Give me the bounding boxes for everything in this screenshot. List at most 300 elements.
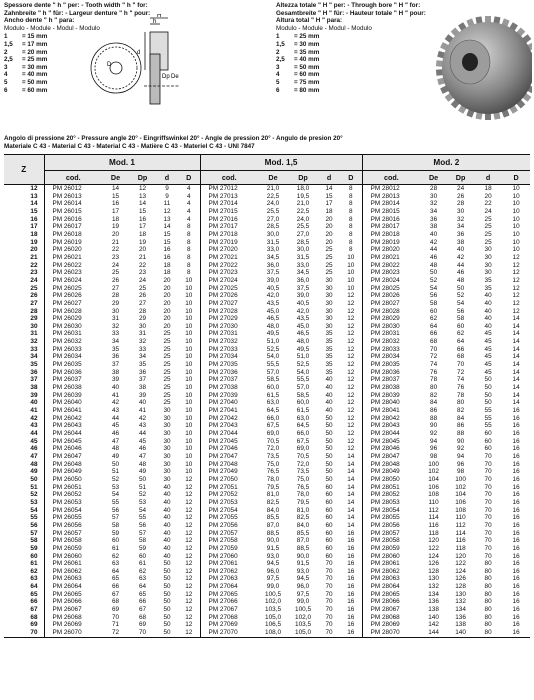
cell-mod-1-d-bore: 50 [163,590,171,598]
cell-mod-2-de: 96 [430,445,438,453]
cell-mod-1-d-bore: 40 [163,537,171,545]
cell-mod-1-dp: 25 [138,284,147,292]
cell-mod-1-5-dp: 73,5 [296,468,310,476]
cell-z: 47 [30,452,38,460]
cell-mod-1-5-d-hub: 8 [349,246,353,254]
cell-mod-1-d-hub: 12 [185,598,193,606]
cell-mod-1-5-d-bore: 25 [325,269,333,277]
cell-mod-2-d-bore: 70 [484,506,492,514]
cell-mod-2-d-hub: 16 [512,506,520,514]
cell-mod-1-5-code: PM 27059 [200,545,258,553]
cell-mod-1-5-d-bore: 35 [325,330,333,338]
cell-mod-1-5-d-bore: 70 [325,583,333,591]
cell-mod-1-d-bore: 13 [163,215,171,223]
cell-mod-1-de: 23 [111,253,120,261]
module-value: 5 [276,78,280,86]
module-label: Modulo - Module - Modul - Modulo [4,24,100,32]
table-row [4,361,530,369]
table-row [4,553,530,561]
cell-mod-1-5-d-hub: 8 [349,223,353,231]
cell-mod-1-5-code: PM 27019 [200,239,258,247]
cell-mod-1-5-dp: 84,0 [296,521,310,529]
cell-mod-1-5-d-bore: 50 [325,430,333,437]
cell-mod-1-5-d-hub: 14 [347,452,355,460]
cell-mod-2-de: 44 [430,246,438,254]
cell-mod-2-d-hub: 12 [512,299,520,307]
cell-mod-1-dp: 57 [138,529,147,537]
cell-mod-1-code: PM 26045 [44,438,102,446]
cell-mod-2-d-bore: 45 [484,345,492,353]
cell-mod-2-code: PM 28046 [362,445,420,453]
cell-mod-1-d-bore: 25 [163,345,171,353]
table-row [4,285,530,293]
cell-mod-2-de: 106 [428,483,439,491]
cell-mod-1-5-code: PM 27061 [200,560,258,568]
cell-mod-1-5-code: PM 27015 [200,208,258,216]
cell-mod-2-de: 142 [428,621,439,629]
table-row [4,522,530,530]
table-row [4,399,530,407]
cell-mod-1-d-hub: 10 [185,468,193,476]
cell-mod-1-5-dp: 70,5 [296,452,310,460]
cell-mod-1-5-d-hub: 14 [347,460,355,468]
cell-mod-2-d-hub: 16 [512,514,520,522]
cell-mod-2-d-bore: 70 [484,529,492,537]
gear-table [4,154,530,638]
cell-z: 60 [30,552,38,560]
col-header-cod: cod. [200,171,258,185]
cell-mod-1-de: 45 [111,422,120,430]
cell-mod-1-code: PM 26034 [44,353,102,361]
cell-mod-1-d-hub: 10 [185,368,193,376]
cell-mod-1-5-code: PM 27056 [200,522,258,530]
cell-mod-2-de: 58 [430,299,438,307]
cell-mod-2-de: 52 [430,276,438,284]
cell-mod-1-5-d-bore: 35 [325,368,333,376]
cell-mod-1-code: PM 26017 [44,223,102,231]
table-row [4,598,530,606]
cell-mod-2-de: 28 [430,185,438,192]
cell-z: 22 [30,261,38,269]
module-value: 2 [276,48,280,56]
cell-mod-1-dp: 64 [138,583,147,591]
cell-mod-1-code: PM 26021 [44,254,102,262]
cell-mod-1-5-d-hub: 16 [347,544,355,552]
cell-mod-1-5-code: PM 27052 [200,491,258,499]
cell-mod-1-de: 30 [111,307,120,315]
cell-mod-2-dp: 124 [455,567,466,575]
cell-mod-1-5-d-hub: 16 [347,567,355,575]
cell-mod-1-de: 53 [111,483,120,491]
cell-mod-2-code: PM 28030 [362,323,420,331]
table-row [4,323,530,331]
cell-mod-2-dp: 90 [457,437,465,445]
cell-mod-2-de: 82 [430,391,438,399]
cell-mod-1-5-dp: 24,0 [296,215,310,223]
cell-mod-1-5-de: 82,5 [266,498,280,506]
col-header-dp: Dp [447,171,474,185]
cell-mod-2-code: PM 28015 [362,208,420,216]
cell-mod-2-code: PM 28035 [362,361,420,369]
cell-mod-1-5-dp: 45,0 [296,322,310,330]
cell-mod-2-d-hub: 10 [512,246,520,254]
cell-mod-1-code: PM 26065 [44,591,102,599]
cell-mod-1-dp: 36 [138,368,147,376]
cell-mod-2-d-hub: 16 [512,483,520,491]
cell-mod-1-dp: 56 [138,521,147,529]
cell-z: 45 [30,437,38,445]
cell-mod-1-5-d-bore: 70 [325,606,333,614]
cell-mod-1-5-code: PM 27054 [200,507,258,515]
cell-z: 41 [30,407,38,415]
cell-mod-1-dp: 47 [138,452,147,460]
cell-mod-1-5-d-hub: 12 [347,376,355,384]
cell-mod-1-5-de: 22,5 [266,192,280,200]
width-value: = 15 mm [22,33,48,41]
cell-z: 56 [30,521,38,529]
cell-mod-2-code: PM 28012 [362,185,420,193]
cell-mod-2-code: PM 28025 [362,285,420,293]
cell-mod-2-de: 118 [428,529,439,537]
cell-mod-1-dp: 13 [138,192,147,200]
cell-mod-1-dp: 50 [138,475,147,483]
cell-mod-2-de: 38 [430,223,438,231]
cell-mod-1-5-d-bore: 70 [325,590,333,598]
cell-mod-2-d-bore: 45 [484,338,492,346]
cell-mod-1-5-d-bore: 60 [325,544,333,552]
cell-mod-1-5-de: 54,0 [266,353,280,361]
cell-mod-1-5-de: 85,5 [266,514,280,522]
cell-mod-2-dp: 120 [455,552,466,560]
cell-mod-2-d-hub: 10 [512,238,520,246]
cell-mod-1-d-hub: 10 [185,407,193,415]
cell-z: 19 [30,238,38,246]
cell-mod-1-5-de: 75,0 [266,460,280,468]
cell-mod-2-de: 114 [428,514,439,522]
cell-mod-2-de: 86 [430,407,438,415]
cell-z: 18 [30,230,38,238]
cell-mod-2-code: PM 28027 [362,300,420,308]
gear-bore [462,53,478,71]
cell-mod-1-5-de: 33,0 [266,246,280,254]
cell-mod-1-5-dp: 43,5 [296,315,310,323]
cell-mod-1-5-d-hub: 14 [347,483,355,491]
cell-mod-1-5-d-hub: 14 [347,506,355,514]
cell-mod-1-5-de: 67,5 [266,422,280,430]
cell-mod-1-5-d-bore: 18 [325,207,333,215]
module-value: 1,5 [276,40,285,48]
cell-mod-1-d-bore: 40 [163,483,171,491]
cell-mod-2-code: PM 28054 [362,507,420,515]
cell-mod-1-5-de: 99,0 [266,583,280,591]
cell-z: 36 [30,368,38,376]
cell-mod-2-dp: 44 [457,261,465,269]
cell-mod-2-d-bore: 70 [484,514,492,522]
cell-mod-2-code: PM 28029 [362,315,420,323]
cell-mod-2-d-hub: 16 [512,537,520,545]
cell-z: 30 [30,322,38,330]
cell-mod-2-dp: 96 [457,460,465,468]
cell-mod-2-d-bore: 80 [474,629,502,637]
cell-mod-1-code: PM 26048 [44,461,102,469]
cell-mod-1-5-d-bore: 30 [325,292,333,300]
col-header-dp: Dp [288,171,318,185]
cell-mod-1-5-d-bore: 15 [325,192,333,200]
cell-mod-1-5-de: 61,5 [266,391,280,399]
cell-mod-2-d-hub: 16 [512,621,520,629]
cell-mod-1-d-bore: 50 [163,606,171,614]
cell-mod-1-d-bore: 25 [163,399,171,407]
cell-mod-2-d-hub: 12 [512,269,520,277]
cell-mod-1-d-bore: 25 [163,330,171,338]
cell-mod-2-code: PM 28028 [362,308,420,316]
cell-mod-1-5-dp: 87,0 [296,537,310,545]
cell-mod-2-d-hub: 16 [512,407,520,415]
cell-mod-1-5-dp: 72,0 [296,460,310,468]
cell-mod-1-code: PM 26070 [44,629,102,637]
cell-mod-1-d-hub: 10 [185,292,193,300]
cell-mod-2-de: 132 [428,583,439,591]
cell-mod-2-code: PM 28059 [362,545,420,553]
cell-mod-2-d-hub: 16 [512,475,520,483]
cell-mod-1-5-dp: 97,5 [296,590,310,598]
cell-mod-1-d-bore: 11 [163,200,171,208]
table-row [4,185,530,193]
cell-mod-2-code: PM 28055 [362,514,420,522]
module-value: 2 [4,48,8,56]
table-row [4,499,530,507]
cell-mod-1-d-bore: 15 [163,230,171,238]
cell-mod-1-5-de: 28,5 [266,223,280,231]
cell-mod-1-d-hub: 10 [185,345,193,353]
cell-mod-1-d-hub: 12 [185,514,193,522]
cell-mod-1-d-hub: 8 [186,230,191,238]
cell-mod-2-d-hub: 12 [512,253,520,261]
cell-mod-1-5-d-hub: 16 [347,598,355,606]
cell-mod-1-d-bore: 25 [163,361,171,369]
module-value: 6 [276,86,280,94]
cell-mod-1-d-hub: 8 [186,238,191,246]
cell-mod-1-d-bore: 12 [163,207,171,215]
cell-mod-1-d-hub: 10 [185,361,193,369]
cell-mod-2-code: PM 28019 [362,239,420,247]
cell-z: 62 [30,567,38,575]
cell-mod-2-code: PM 28014 [362,200,420,208]
cell-mod-2-dp: 138 [455,621,466,629]
cell-mod-1-5-d-hub: 14 [347,475,355,483]
cell-mod-2-dp: 108 [455,506,466,514]
cell-mod-2-dp: 24 [457,185,465,192]
cell-mod-1-5-de: 40,5 [266,284,280,292]
cell-mod-1-5-d-hub: 16 [347,552,355,560]
cell-mod-1-5-code: PM 27042 [200,415,258,423]
cell-mod-1-5-d-hub: 16 [347,537,355,545]
cell-mod-1-de: 43 [111,407,120,415]
cell-mod-1-5-d-bore: 70 [325,598,333,606]
table-row [4,438,530,446]
cell-mod-1-dp: 26 [138,292,147,300]
gear-photo [428,2,532,132]
cell-mod-1-d-hub: 10 [185,430,193,437]
cell-mod-1-5-d-bore: 35 [325,338,333,346]
cell-mod-1-dp: 63 [138,575,147,583]
cell-mod-1-dp: 43 [138,422,147,430]
cell-mod-1-d-hub: 12 [185,567,193,575]
cell-mod-2-dp: 74 [457,376,465,384]
table-row [4,476,530,484]
cell-mod-1-5-d-bore: 25 [325,253,333,261]
table-row [4,239,530,247]
table-row [4,292,530,300]
cell-mod-1-5-dp: 54,0 [296,368,310,376]
cell-mod-1-5-d-bore: 60 [325,498,333,506]
tooth-width-line: Ancho dente " h " para: [4,17,75,25]
z-header: Z [4,155,44,185]
cell-mod-1-5-code: PM 27065 [200,591,258,599]
cell-mod-2-dp: 118 [455,544,466,552]
cell-mod-1-dp: 53 [138,498,147,506]
cell-mod-2-de: 90 [430,422,438,430]
cell-mod-2-d-bore: 70 [484,483,492,491]
cell-mod-1-5-code: PM 27036 [200,369,258,377]
cell-mod-2-dp: 100 [455,475,466,483]
cell-mod-1-5-de: 108,0 [258,629,288,637]
cell-mod-1-de: 48 [111,445,120,453]
cell-z: 51 [30,483,38,491]
cell-mod-1-d-hub: 10 [185,276,193,284]
cell-mod-1-5-de: 24,0 [266,200,280,208]
cell-z: 17 [30,223,38,231]
cell-mod-1-d-hub: 10 [185,307,193,315]
total-height-list [276,33,436,94]
cell-mod-1-code: PM 26059 [44,545,102,553]
cell-mod-1-5-dp: 22,5 [296,207,310,215]
cell-mod-1-dp: 31 [138,330,147,338]
cell-mod-1-d-bore: 20 [163,315,171,323]
cell-mod-2-d-hub: 16 [512,567,520,575]
cell-mod-1-de: 66 [111,583,120,591]
cell-mod-2-dp: 60 [457,322,465,330]
cell-mod-2-de: 76 [430,368,438,376]
cell-mod-2-de: 84 [430,399,438,407]
cell-mod-1-d-hub: 10 [185,452,193,460]
cell-mod-1-5-d-hub: 14 [347,468,355,476]
cell-mod-1-5-de: 45,0 [266,307,280,315]
cell-mod-1-5-d-bore: 70 [325,567,333,575]
table-row [4,254,530,262]
cell-mod-1-dp: 23 [138,269,147,277]
cell-mod-1-de: 49 [111,452,120,460]
cell-mod-2-dp: 56 [457,307,465,315]
cell-mod-2-d-hub: 16 [502,629,530,637]
height-value: = 40 mm [294,56,320,64]
cell-mod-2-d-hub: 14 [512,322,520,330]
cell-mod-1-5-code: PM 27014 [200,200,258,208]
cell-mod-1-5-d-bore: 60 [325,552,333,560]
cell-mod-1-de: 42 [111,399,120,407]
cell-mod-1-5-dp: 96,0 [296,583,310,591]
cell-mod-2-code: PM 28040 [362,399,420,407]
cell-mod-1-code: PM 26016 [44,216,102,224]
cell-mod-1-de: 57 [111,514,120,522]
cell-mod-2-d-bore: 30 [484,253,492,261]
cell-mod-1-d-bore: 25 [163,384,171,392]
cell-mod-1-5-dp: 78,0 [296,491,310,499]
cell-mod-2-d-hub: 16 [512,575,520,583]
cell-mod-2-d-bore: 40 [484,292,492,300]
cell-mod-1-de: 59 [111,529,120,537]
table-row [4,407,530,415]
cell-mod-2-code: PM 28058 [362,537,420,545]
cell-mod-1-5-d-hub: 12 [347,399,355,407]
cell-mod-1-code: PM 26032 [44,338,102,346]
cell-mod-1-5-de: 66,0 [266,414,280,422]
cell-z: 50 [30,475,38,483]
cell-mod-1-5-d-hub: 12 [347,330,355,338]
cell-mod-2-d-hub: 16 [512,606,520,614]
cell-mod-1-d-bore: 50 [163,575,171,583]
cell-mod-1-5-code: PM 27033 [200,346,258,354]
cell-mod-2-d-hub: 14 [512,315,520,323]
table-row [4,621,530,629]
label-Dp: Dp [162,74,170,80]
cell-mod-1-d-hub: 10 [185,353,193,361]
cell-mod-1-5-d-hub: 16 [347,621,355,629]
cell-mod-1-code: PM 26024 [44,277,102,285]
cell-mod-1-d-bore: 40 [163,529,171,537]
cell-mod-1-5-de: 49,5 [266,330,280,338]
cell-mod-2-dp: 70 [457,361,465,369]
cell-mod-1-5-d-hub: 8 [349,185,353,192]
cell-mod-1-dp: 40 [138,399,147,407]
cell-mod-1-5-de: 93,0 [266,552,280,560]
cell-mod-1-d-hub: 12 [185,613,193,621]
cell-mod-2-de: 46 [430,253,438,261]
cell-mod-2-d-bore: 70 [484,460,492,468]
cell-mod-1-5-d-bore: 70 [318,629,340,637]
table-row [4,507,530,515]
cell-mod-1-5-code: PM 27018 [200,231,258,239]
cell-mod-1-5-d-hub: 12 [347,445,355,453]
cell-mod-1-5-d-bore: 40 [325,391,333,399]
cell-mod-1-5-d-bore: 40 [325,376,333,384]
cell-z: 14 [30,200,38,208]
cell-mod-2-code: PM 28060 [362,553,420,561]
cell-mod-1-5-dp: 93,0 [296,567,310,575]
cell-mod-2-dp: 50 [457,284,465,292]
cell-mod-1-5-d-hub: 12 [347,353,355,361]
cell-mod-1-d-hub: 4 [186,215,191,223]
cell-z: 34 [30,353,38,361]
cell-mod-1-5-d-hub: 16 [347,583,355,591]
cell-mod-2-d-hub: 16 [512,544,520,552]
cell-z: 52 [30,491,38,499]
cell-mod-1-5-code: PM 27037 [200,376,258,384]
cell-mod-1-de: 44 [111,414,120,422]
cell-mod-1-5-de: 58,5 [266,376,280,384]
cell-mod-2-dp: 110 [455,514,466,522]
cell-mod-1-de: 64 [111,567,120,575]
cell-mod-2-dp: 122 [455,560,466,568]
cell-mod-2-d-bore: 60 [484,430,492,437]
cell-mod-1-5-d-bore: 50 [325,445,333,453]
cell-mod-1-dp: 18 [138,230,147,238]
cell-mod-1-5-dp: 33,0 [296,261,310,269]
list-item [276,56,436,64]
cell-mod-1-5-dp: 48,0 [296,338,310,346]
cell-mod-1-5-d-hub: 16 [347,560,355,568]
cell-z: 70 [4,629,44,637]
